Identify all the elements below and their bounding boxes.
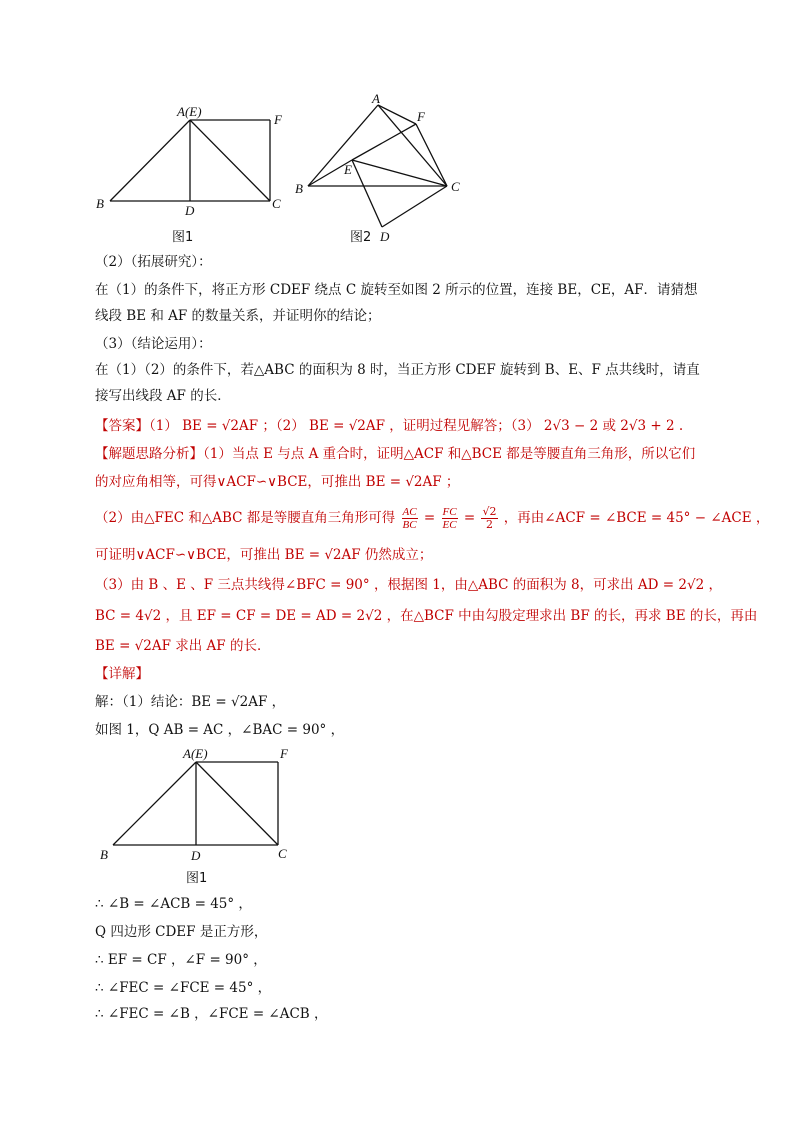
equals-sign: = [423,510,436,526]
label-D: D [380,229,390,244]
figure-2 [290,90,470,245]
analysis-line-6: BC = 4√2 ，且 EF = CF = DE = AD = 2√2 ，在△BCF 中由勾股定理求出 BF 的长，再求 BE 的长，再由 [95,608,758,624]
solution-line-7: ∴ ∠FEC = ∠B ，∠FCE = ∠ACB ， [95,1006,328,1022]
label-F: F [274,112,282,127]
solution-line-1: 解：（1）结论：BE = √2AF ， [95,694,286,710]
analysis-line-3 [95,506,769,531]
figure-2-caption: 图2 [350,230,372,245]
figure-1-bottom [92,740,302,865]
label-C: C [272,196,281,211]
fraction-ac-bc [402,506,418,531]
label-F: F [280,746,288,761]
fraction-denominator: 2 [485,518,493,531]
q3-body-2: 接写出线段 AF 的长． [95,388,231,404]
fraction-fc-ec [442,506,458,531]
answer-line: 【答案】（1） BE = √2AF ；（2） BE = √2AF ，证明过程见解答；（3） 2√3 − 2 或 2√3 + 2 . [95,418,684,434]
solution-line-6: ∴ ∠FEC = ∠FCE = 45° ， [95,980,272,996]
q2-body-2: 线段 BE 和 AF 的数量关系，并证明你的结论； [95,308,381,324]
analysis-line-2: 的对应角相等，可得∨ACF∽∨BCE，可推出 BE = √2AF ； [95,474,460,490]
q2-title: （2）（拓展研究）： [95,254,212,270]
label-A: A(E) [177,104,202,119]
q3-title: （3）（结论运用）： [95,336,212,352]
figure-1-top [90,100,300,215]
label-A: A [372,91,380,106]
q3-body-1: 在（1）（2）的条件下，若△ABC 的面积为 8 时，当正方形 CDEF 旋转到 B、E、F 点共线时，请直 [95,362,700,378]
analysis-line-1: 【解题思路分析】（1）当点 E 与点 A 重合时，证明△ACF 和△BCE 都是等腰直角三角形，所以它们 [95,446,696,462]
label-D: D [185,203,195,215]
fraction-numerator: AC [402,506,417,518]
solution-line-2: 如图 1，Q AB = AC ，∠BAC = 90° ， [95,722,345,738]
label-E: E [344,162,352,177]
fraction-root2-2 [481,506,497,531]
analysis-line-7: BE = √2AF 求出 AF 的长． [95,638,271,654]
label-B: B [96,196,104,211]
figure-1-caption: 图1 [172,230,194,245]
solution-line-5: ∴ EF = CF ，∠F = 90° ， [95,952,267,968]
q2-body-1: 在（1）的条件下，将正方形 CDEF 绕点 C 旋转至如图 2 所示的位置，连接 BE，CE，AF．请猜想 [95,282,698,298]
figure-1-bottom-caption: 图1 [186,871,208,886]
label-C: C [451,179,460,194]
fraction-denominator: BC [402,519,417,531]
analysis-3-prefix: （2）由△FEC 和△ABC 都是等腰直角三角形可得 [95,510,396,526]
equals-sign: = [463,510,476,526]
label-C: C [278,846,287,861]
fraction-numerator: √2 [482,505,497,518]
label-B: B [100,847,108,862]
analysis-line-5: （3）由 B 、E 、F 三点共线得∠BFC = 90° ，根据图 1，由△ABC 的面积为 8，可求出 AD = 2√2 ， [95,577,722,593]
label-B: B [295,181,303,196]
analysis-line-4: 可证明∨ACF∽∨BCE，可推出 BE = √2AF 仍然成立； [95,547,433,563]
label-D: D [191,848,201,863]
fraction-numerator: FC [442,506,457,518]
solution-line-4: Q 四边形 CDEF 是正方形， [95,924,268,940]
detail-title: 【详解】 [95,666,149,682]
solution-line-3: ∴ ∠B = ∠ACB = 45° ， [95,896,252,912]
fraction-denominator: EC [442,519,457,531]
label-A: A(E) [183,746,208,761]
label-F: F [417,109,425,124]
analysis-3-suffix: ，再由∠ACF = ∠BCE = 45° − ∠ACE ， [503,510,770,526]
